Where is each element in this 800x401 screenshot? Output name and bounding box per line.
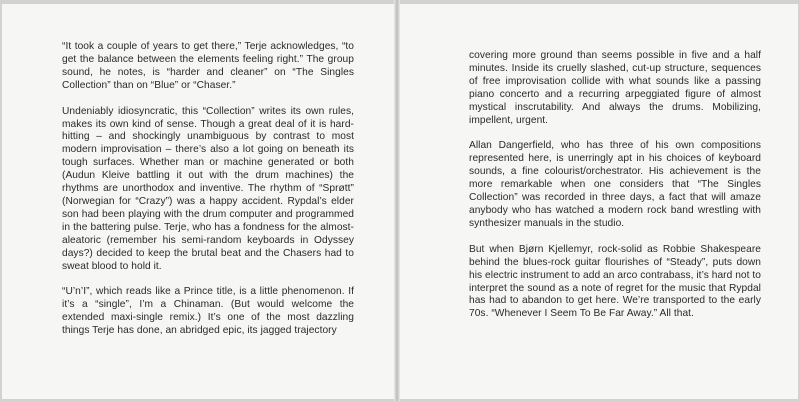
right-text-column — [469, 50, 761, 321]
right-paragraph-2: Allan Dangerfield, who has three of his own compositions represented here, is unerringly apt in his choices of keyboard sounds, a fine colourist/orchestrator. His achievement is the more remarkable when one considers that “The Singles Collection” was recorded in three days, a fact that will amaze anybody who has watched a modern rock band wrestling with synthesizer manuals in the studio. — [469, 140, 761, 229]
right-paragraph-3: But when Bjørn Kjellemyr, rock-solid as Robbie Shakespeare behind the blues-rock guitar flourishes of “Steady”, puts down his electric instrument to add an arco contrabass, it’s hard not to interpret the sound as a note of regret for the music that Rypdal has had to abandon to get here. We’re transported to the early 70s. “Whenever I Seem To Be Far Away.” All that. — [469, 243, 761, 320]
left-paragraph-1: “It took a couple of years to get there,” Terje acknowledges, “to get the balance between the elements feeling right.” The group sound, he notes, is “harder and cleaner” on “The Singles Collection” than on “Blue” or “Chaser.” — [62, 41, 354, 91]
left-page — [2, 4, 395, 399]
left-paragraph-2: Undeniably idiosyncratic, this “Collection” writes its own rules, makes its own kind of sense. Though a great deal of it is hard-hitting – and shockingly unambiguous by contrast to most modern improvisation – there’s also a lot going on beneath its tough surfaces. Whether man or machine generated or both (Audun Kleive battling it out with the drum machines) the rhythms are unorthodox and inventive. The rhythm of “Sprøtt” (Norwegian for “Crazy”) was a happy accident. Rypdal’s elder son had been playing with the drum computer and programmed in the battering pulse. Terje, who has a fondness for the almost-aleatoric (remember his semi-random keyboards in Odyssey days?) decided to keep the brutal beat and the Chasers had to sweat blood to hold it. — [62, 105, 354, 272]
left-paragraph-3: “U’n’I”, which reads like a Prince title, is a little phenomenon. If it’s a “single”, I’m a Chinaman. (But would welcome the extended maxi-single remix.) It’s one of the most dazzling things Terje has done, an abridged epic, its jagged trajectory — [62, 286, 354, 337]
right-paragraph-1: covering more ground than seems possible in five and a half minutes. Inside its cruelly slashed, cut-up structure, sequences of free improvisation collide with what sounds like a passing piano concerto and a recurring arpeggiated figure of almost mystical inscrutability. And always the drums. Mobilizing, impellent, urgent. — [469, 50, 761, 126]
right-page — [399, 4, 798, 399]
left-text-column — [62, 41, 354, 338]
